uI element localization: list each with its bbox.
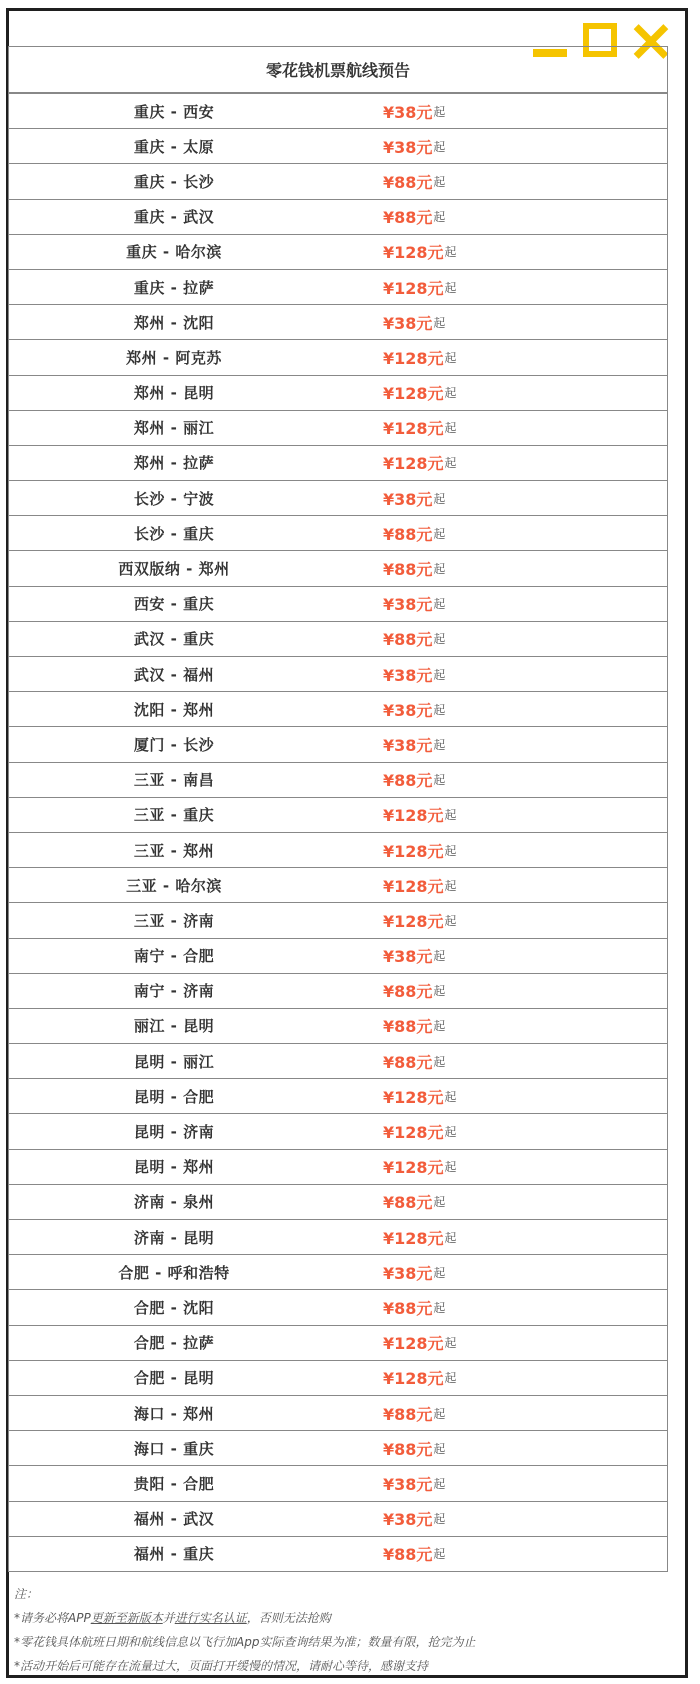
route-price	[383, 763, 445, 797]
route-row	[9, 867, 667, 902]
route-row	[9, 163, 667, 198]
price-suffix: 起	[444, 878, 457, 893]
price-value: ¥88元	[383, 1404, 433, 1424]
route-row	[9, 1395, 667, 1430]
route-name: 武汉 - 重庆	[133, 630, 215, 649]
price-suffix: 起	[433, 104, 446, 119]
route-price	[383, 1185, 445, 1219]
route-row	[9, 1113, 667, 1148]
route-row	[9, 1043, 667, 1078]
route-row	[9, 973, 667, 1008]
route-price	[383, 411, 457, 445]
price-value: ¥128元	[383, 911, 444, 931]
price-value: ¥38元	[383, 947, 433, 967]
price-value: ¥38元	[383, 1263, 433, 1283]
route-name: 南宁 - 济南	[133, 982, 215, 1001]
route-row	[9, 1219, 667, 1254]
route-price	[383, 235, 457, 269]
route-name: 重庆 - 西安	[133, 102, 215, 121]
route-price	[383, 200, 445, 234]
route-name: 昆明 - 丽江	[133, 1052, 215, 1071]
route-name: 重庆 - 武汉	[133, 208, 215, 227]
price-suffix: 起	[433, 1195, 446, 1210]
route-row	[9, 339, 667, 374]
route-name: 三亚 - 重庆	[133, 806, 215, 825]
route-name: 贵阳 - 合肥	[133, 1474, 215, 1493]
note-line-1-suffix: ，否则无法抢购	[246, 1611, 331, 1625]
price-value: ¥38元	[383, 700, 433, 720]
route-row	[9, 1184, 667, 1219]
price-value: ¥88元	[383, 1052, 433, 1072]
route-row	[9, 902, 667, 937]
route-price	[383, 270, 457, 304]
price-suffix: 起	[444, 843, 457, 858]
route-price	[383, 376, 457, 410]
route-price	[383, 1396, 445, 1430]
route-price	[383, 1220, 457, 1254]
route-row	[9, 1430, 667, 1465]
route-name: 海口 - 重庆	[133, 1439, 215, 1458]
price-suffix: 起	[444, 913, 457, 928]
price-value: ¥88元	[383, 771, 433, 791]
price-value: ¥128元	[383, 243, 444, 263]
route-name: 三亚 - 郑州	[133, 841, 215, 860]
route-row	[9, 234, 667, 269]
price-suffix: 起	[433, 174, 446, 189]
route-price	[383, 1079, 457, 1113]
route-row	[9, 1325, 667, 1360]
route-name: 长沙 - 重庆	[133, 524, 215, 543]
price-value: ¥38元	[383, 313, 433, 333]
route-name: 重庆 - 长沙	[133, 172, 215, 191]
route-price	[383, 939, 445, 973]
price-suffix: 起	[444, 1336, 457, 1351]
price-value: ¥128元	[383, 1123, 444, 1143]
price-suffix: 起	[444, 421, 457, 436]
route-name: 重庆 - 拉萨	[133, 278, 215, 297]
price-value: ¥38元	[383, 102, 433, 122]
route-row	[9, 1501, 667, 1536]
price-suffix: 起	[433, 1406, 446, 1421]
route-row	[9, 128, 667, 163]
price-value: ¥128元	[383, 1228, 444, 1248]
route-name: 丽江 - 昆明	[133, 1017, 215, 1036]
route-price	[383, 1009, 445, 1043]
route-price	[383, 446, 457, 480]
route-name: 合肥 - 拉萨	[133, 1334, 215, 1353]
price-suffix: 起	[433, 1300, 446, 1315]
route-name: 郑州 - 沈阳	[133, 313, 215, 332]
price-value: ¥128元	[383, 1087, 444, 1107]
route-price	[383, 1431, 445, 1465]
note-line-2: *零花钱具体航班日期和航线信息以飞行加App实际查询结果为准；数量有限，抢完为止	[14, 1635, 476, 1649]
price-value: ¥38元	[383, 1474, 433, 1494]
note-line-3: *活动开始后可能存在流量过大，页面打开缓慢的情况，请耐心等待，感谢支持	[14, 1659, 429, 1673]
route-row	[9, 1078, 667, 1113]
route-price	[383, 1502, 445, 1536]
route-price	[383, 1537, 445, 1571]
route-name: 郑州 - 昆明	[133, 384, 215, 403]
real-name-auth-link[interactable]: 进行实名认证	[174, 1611, 247, 1625]
price-suffix: 起	[444, 386, 457, 401]
route-row	[9, 480, 667, 515]
price-value: ¥88元	[383, 1545, 433, 1565]
route-row	[9, 586, 667, 621]
route-price	[383, 692, 445, 726]
route-name: 昆明 - 郑州	[133, 1158, 215, 1177]
route-name: 厦门 - 长沙	[133, 735, 215, 754]
route-row	[9, 938, 667, 973]
note-line-1-prefix: *请务必将APP	[14, 1611, 91, 1625]
route-row	[9, 269, 667, 304]
price-value: ¥88元	[383, 1017, 433, 1037]
route-price	[383, 798, 457, 832]
route-row	[9, 375, 667, 410]
route-price	[383, 868, 457, 902]
price-value: ¥128元	[383, 384, 444, 404]
route-price	[383, 903, 457, 937]
route-row	[9, 93, 667, 128]
route-price	[383, 1150, 457, 1184]
route-row	[9, 410, 667, 445]
price-suffix: 起	[433, 737, 446, 752]
route-row	[9, 1008, 667, 1043]
route-price	[383, 1466, 445, 1500]
route-name: 福州 - 武汉	[133, 1510, 215, 1529]
route-name: 三亚 - 南昌	[133, 771, 215, 790]
price-suffix: 起	[433, 526, 446, 541]
price-suffix: 起	[444, 1125, 457, 1140]
route-price	[383, 974, 445, 1008]
route-name: 昆明 - 济南	[133, 1123, 215, 1142]
route-name: 西双版纳 - 郑州	[118, 560, 230, 579]
price-suffix: 起	[444, 1230, 457, 1245]
price-value: ¥88元	[383, 560, 433, 580]
price-suffix: 起	[433, 1265, 446, 1280]
route-price	[383, 657, 445, 691]
route-row	[9, 515, 667, 550]
page-title: 零花钱机票航线预告	[8, 46, 668, 92]
route-price	[383, 129, 445, 163]
route-price	[383, 622, 445, 656]
price-value: ¥38元	[383, 489, 433, 509]
price-value: ¥88元	[383, 1439, 433, 1459]
route-name: 郑州 - 阿克苏	[126, 348, 222, 367]
route-price	[383, 305, 445, 339]
price-value: ¥128元	[383, 1369, 444, 1389]
price-suffix: 起	[433, 562, 446, 577]
price-suffix: 起	[433, 949, 446, 964]
update-app-link[interactable]: 更新至新版本	[90, 1611, 163, 1625]
price-value: ¥128元	[383, 806, 444, 826]
route-price	[383, 340, 457, 374]
route-row	[9, 1289, 667, 1324]
price-value: ¥38元	[383, 595, 433, 615]
price-suffix: 起	[444, 1160, 457, 1175]
price-value: ¥38元	[383, 735, 433, 755]
price-suffix: 起	[444, 1089, 457, 1104]
route-row	[9, 199, 667, 234]
route-price	[383, 1361, 457, 1395]
route-name: 重庆 - 太原	[133, 137, 215, 156]
price-suffix: 起	[433, 1441, 446, 1456]
price-suffix: 起	[433, 1476, 446, 1491]
price-suffix: 起	[433, 632, 446, 647]
price-value: ¥88元	[383, 630, 433, 650]
route-name: 海口 - 郑州	[133, 1404, 215, 1423]
price-value: ¥128元	[383, 1334, 444, 1354]
price-value: ¥88元	[383, 1298, 433, 1318]
price-value: ¥128元	[383, 348, 444, 368]
route-price	[383, 1044, 445, 1078]
route-price	[383, 164, 445, 198]
route-name: 合肥 - 沈阳	[133, 1298, 215, 1317]
route-row	[9, 762, 667, 797]
route-price	[383, 587, 445, 621]
price-value: ¥38元	[383, 1510, 433, 1530]
route-name: 长沙 - 宁波	[133, 489, 215, 508]
price-value: ¥88元	[383, 1193, 433, 1213]
route-price	[383, 1290, 445, 1324]
route-price	[383, 481, 445, 515]
price-suffix: 起	[433, 1019, 446, 1034]
route-price	[383, 833, 457, 867]
route-price	[383, 1326, 457, 1360]
note-line-1-mid: 并	[162, 1611, 175, 1625]
route-price	[383, 1255, 445, 1289]
price-suffix: 起	[444, 1371, 457, 1386]
route-name: 济南 - 昆明	[133, 1228, 215, 1247]
price-value: ¥128元	[383, 454, 444, 474]
route-price	[383, 94, 445, 128]
price-suffix: 起	[433, 597, 446, 612]
price-suffix: 起	[433, 1054, 446, 1069]
route-name: 合肥 - 昆明	[133, 1369, 215, 1388]
route-name: 合肥 - 呼和浩特	[118, 1263, 230, 1282]
route-row	[9, 1465, 667, 1500]
price-value: ¥88元	[383, 982, 433, 1002]
route-price	[383, 551, 445, 585]
route-row	[9, 304, 667, 339]
price-value: ¥88元	[383, 524, 433, 544]
price-value: ¥128元	[383, 419, 444, 439]
route-name: 郑州 - 拉萨	[133, 454, 215, 473]
route-row	[9, 621, 667, 656]
route-row	[9, 797, 667, 832]
price-value: ¥88元	[383, 172, 433, 192]
notes-label: 注：	[14, 1587, 39, 1601]
price-value: ¥128元	[383, 876, 444, 896]
route-row	[9, 832, 667, 867]
route-row	[9, 656, 667, 691]
price-suffix: 起	[433, 491, 446, 506]
route-name: 济南 - 泉州	[133, 1193, 215, 1212]
route-name: 福州 - 重庆	[133, 1545, 215, 1564]
price-suffix: 起	[433, 773, 446, 788]
route-price	[383, 516, 445, 550]
price-suffix: 起	[433, 667, 446, 682]
price-suffix: 起	[433, 139, 446, 154]
route-row	[9, 1254, 667, 1289]
route-row	[9, 726, 667, 761]
route-row	[9, 445, 667, 480]
price-suffix: 起	[433, 984, 446, 999]
price-suffix: 起	[433, 315, 446, 330]
price-suffix: 起	[433, 210, 446, 225]
notes	[14, 1582, 674, 1678]
price-value: ¥38元	[383, 137, 433, 157]
route-name: 重庆 - 哈尔滨	[126, 243, 222, 262]
route-name: 昆明 - 合肥	[133, 1087, 215, 1106]
price-suffix: 起	[433, 702, 446, 717]
route-row	[9, 550, 667, 585]
route-name: 三亚 - 济南	[133, 911, 215, 930]
price-suffix: 起	[444, 245, 457, 260]
route-table	[8, 92, 668, 1572]
route-row	[9, 1536, 667, 1571]
price-suffix: 起	[433, 1512, 446, 1527]
price-suffix: 起	[444, 456, 457, 471]
route-name: 郑州 - 丽江	[133, 419, 215, 438]
route-row	[9, 1149, 667, 1184]
route-name: 三亚 - 哈尔滨	[126, 876, 222, 895]
price-value: ¥38元	[383, 665, 433, 685]
price-value: ¥88元	[383, 208, 433, 228]
route-price	[383, 727, 445, 761]
price-suffix: 起	[444, 350, 457, 365]
route-price	[383, 1114, 457, 1148]
price-suffix: 起	[433, 1547, 446, 1562]
route-name: 沈阳 - 郑州	[133, 700, 215, 719]
price-value: ¥128元	[383, 841, 444, 861]
note-line-1	[14, 1606, 674, 1630]
price-value: ¥128元	[383, 1158, 444, 1178]
price-suffix: 起	[444, 808, 457, 823]
price-suffix: 起	[444, 280, 457, 295]
route-name: 西安 - 重庆	[133, 595, 215, 614]
route-name: 武汉 - 福州	[133, 665, 215, 684]
route-row	[9, 1360, 667, 1395]
route-name: 南宁 - 合肥	[133, 947, 215, 966]
price-value: ¥128元	[383, 278, 444, 298]
route-row	[9, 691, 667, 726]
